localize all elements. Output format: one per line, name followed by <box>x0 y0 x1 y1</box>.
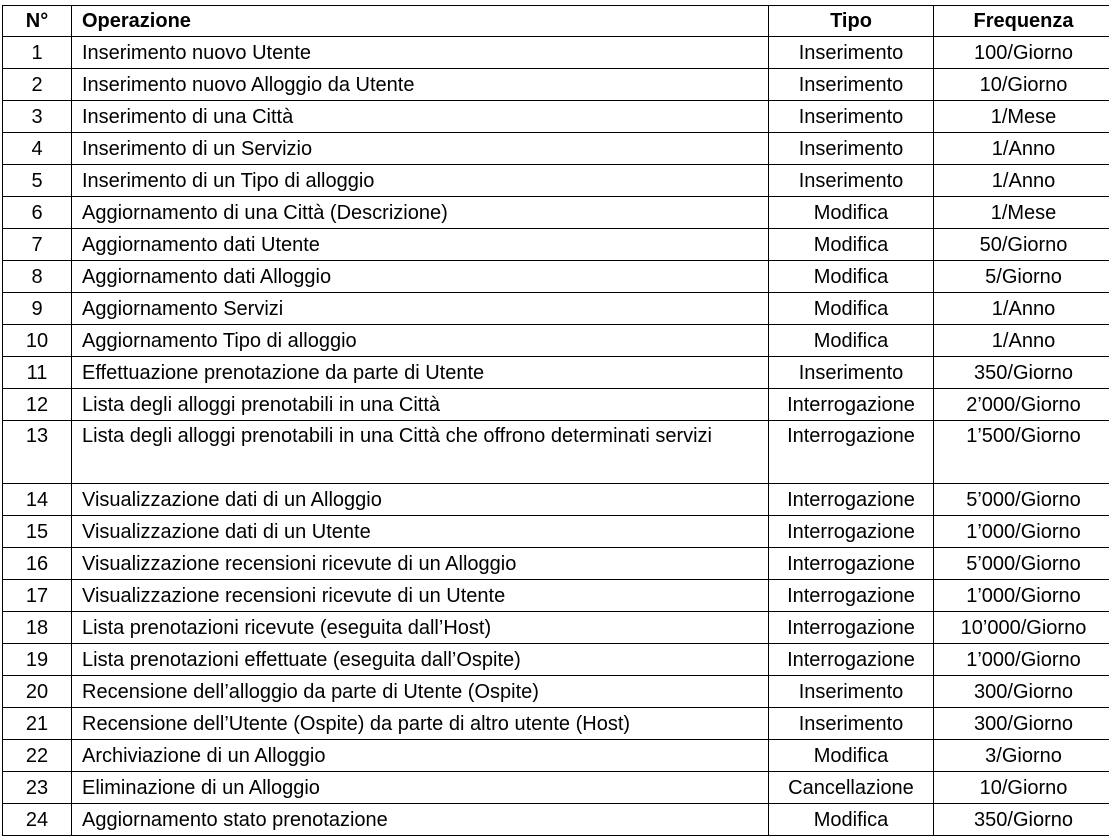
row-num: 5 <box>3 165 72 197</box>
row-num: 7 <box>3 229 72 261</box>
row-operazione: Visualizzazione dati di un Utente <box>72 516 769 548</box>
row-frequenza: 10/Giorno <box>934 69 1109 101</box>
table-row <box>3 708 1109 740</box>
header-frequenza: Frequenza <box>934 6 1109 37</box>
row-tipo: Modifica <box>769 740 934 772</box>
row-operazione: Eliminazione di un Alloggio <box>72 772 769 804</box>
row-frequenza: 1’500/Giorno <box>934 421 1109 484</box>
row-num: 16 <box>3 548 72 580</box>
row-operazione: Lista prenotazioni ricevute (eseguita dall’Host) <box>72 612 769 644</box>
row-frequenza: 350/Giorno <box>934 357 1109 389</box>
row-frequenza: 10/Giorno <box>934 772 1109 804</box>
operations-table <box>2 5 1109 836</box>
row-operazione: Archiviazione di un Alloggio <box>72 740 769 772</box>
row-num: 2 <box>3 69 72 101</box>
table-row <box>3 804 1109 836</box>
table-row <box>3 516 1109 548</box>
row-num: 19 <box>3 644 72 676</box>
row-tipo: Inserimento <box>769 357 934 389</box>
row-num: 21 <box>3 708 72 740</box>
row-frequenza: 10’000/Giorno <box>934 612 1109 644</box>
row-tipo: Interrogazione <box>769 484 934 516</box>
row-frequenza: 1/Mese <box>934 197 1109 229</box>
table-row <box>3 69 1109 101</box>
row-tipo: Cancellazione <box>769 772 934 804</box>
row-tipo: Interrogazione <box>769 548 934 580</box>
row-frequenza: 300/Giorno <box>934 676 1109 708</box>
row-num: 13 <box>3 421 72 484</box>
row-num: 12 <box>3 389 72 421</box>
row-num: 1 <box>3 37 72 69</box>
row-num: 17 <box>3 580 72 612</box>
row-num: 4 <box>3 133 72 165</box>
row-frequenza: 100/Giorno <box>934 37 1109 69</box>
row-operazione: Visualizzazione recensioni ricevute di un Utente <box>72 580 769 612</box>
row-operazione: Aggiornamento di una Città (Descrizione) <box>72 197 769 229</box>
table-row <box>3 484 1109 516</box>
row-frequenza: 300/Giorno <box>934 708 1109 740</box>
table-row <box>3 740 1109 772</box>
row-tipo: Inserimento <box>769 101 934 133</box>
row-frequenza: 1/Anno <box>934 133 1109 165</box>
row-num: 8 <box>3 261 72 293</box>
row-tipo: Interrogazione <box>769 612 934 644</box>
table-row <box>3 772 1109 804</box>
table-row <box>3 133 1109 165</box>
row-frequenza: 3/Giorno <box>934 740 1109 772</box>
row-operazione: Lista prenotazioni effettuate (eseguita dall’Ospite) <box>72 644 769 676</box>
row-frequenza: 5’000/Giorno <box>934 548 1109 580</box>
row-tipo: Modifica <box>769 197 934 229</box>
row-operazione: Lista degli alloggi prenotabili in una Città <box>72 389 769 421</box>
row-operazione: Visualizzazione dati di un Alloggio <box>72 484 769 516</box>
row-operazione: Aggiornamento dati Utente <box>72 229 769 261</box>
row-operazione: Recensione dell’alloggio da parte di Utente (Ospite) <box>72 676 769 708</box>
header-num: N° <box>3 6 72 37</box>
row-tipo: Modifica <box>769 261 934 293</box>
table-row <box>3 357 1109 389</box>
row-num: 6 <box>3 197 72 229</box>
table-row <box>3 325 1109 357</box>
row-frequenza: 1’000/Giorno <box>934 580 1109 612</box>
row-frequenza: 1/Anno <box>934 293 1109 325</box>
row-frequenza: 2’000/Giorno <box>934 389 1109 421</box>
row-num: 24 <box>3 804 72 836</box>
row-tipo: Modifica <box>769 229 934 261</box>
table-row <box>3 421 1109 484</box>
row-num: 18 <box>3 612 72 644</box>
row-operazione: Inserimento nuovo Alloggio da Utente <box>72 69 769 101</box>
row-operazione: Effettuazione prenotazione da parte di Utente <box>72 357 769 389</box>
table-body <box>3 37 1109 836</box>
row-num: 3 <box>3 101 72 133</box>
row-tipo: Interrogazione <box>769 516 934 548</box>
row-frequenza: 50/Giorno <box>934 229 1109 261</box>
row-operazione: Aggiornamento Tipo di alloggio <box>72 325 769 357</box>
row-frequenza: 1/Anno <box>934 325 1109 357</box>
row-tipo: Interrogazione <box>769 421 934 484</box>
row-num: 20 <box>3 676 72 708</box>
row-operazione: Aggiornamento dati Alloggio <box>72 261 769 293</box>
row-tipo: Modifica <box>769 293 934 325</box>
table-row <box>3 229 1109 261</box>
row-operazione: Recensione dell’Utente (Ospite) da parte di altro utente (Host) <box>72 708 769 740</box>
row-tipo: Interrogazione <box>769 389 934 421</box>
table-row <box>3 37 1109 69</box>
table-row <box>3 580 1109 612</box>
row-frequenza: 5/Giorno <box>934 261 1109 293</box>
row-operazione: Inserimento di un Servizio <box>72 133 769 165</box>
row-tipo: Modifica <box>769 804 934 836</box>
row-frequenza: 5’000/Giorno <box>934 484 1109 516</box>
row-operazione: Aggiornamento Servizi <box>72 293 769 325</box>
row-tipo: Inserimento <box>769 676 934 708</box>
table-row <box>3 389 1109 421</box>
row-num: 22 <box>3 740 72 772</box>
row-tipo: Inserimento <box>769 133 934 165</box>
row-num: 10 <box>3 325 72 357</box>
header-tipo: Tipo <box>769 6 934 37</box>
table-row <box>3 676 1109 708</box>
table-row <box>3 644 1109 676</box>
row-tipo: Inserimento <box>769 69 934 101</box>
row-operazione: Inserimento nuovo Utente <box>72 37 769 69</box>
row-frequenza: 1/Anno <box>934 165 1109 197</box>
row-tipo: Inserimento <box>769 37 934 69</box>
row-tipo: Inserimento <box>769 165 934 197</box>
row-tipo: Interrogazione <box>769 580 934 612</box>
table-row <box>3 165 1109 197</box>
table-row <box>3 612 1109 644</box>
row-num: 15 <box>3 516 72 548</box>
row-tipo: Inserimento <box>769 708 934 740</box>
header-operazione: Operazione <box>72 6 769 37</box>
table-row <box>3 293 1109 325</box>
row-num: 9 <box>3 293 72 325</box>
row-tipo: Modifica <box>769 325 934 357</box>
row-num: 14 <box>3 484 72 516</box>
row-frequenza: 1’000/Giorno <box>934 644 1109 676</box>
row-operazione: Aggiornamento stato prenotazione <box>72 804 769 836</box>
row-tipo: Interrogazione <box>769 644 934 676</box>
row-operazione: Inserimento di un Tipo di alloggio <box>72 165 769 197</box>
row-operazione: Inserimento di una Città <box>72 101 769 133</box>
row-num: 23 <box>3 772 72 804</box>
row-num: 11 <box>3 357 72 389</box>
row-frequenza: 350/Giorno <box>934 804 1109 836</box>
table-row <box>3 261 1109 293</box>
table-row <box>3 101 1109 133</box>
table-row <box>3 197 1109 229</box>
table-row <box>3 548 1109 580</box>
row-frequenza: 1’000/Giorno <box>934 516 1109 548</box>
row-operazione: Lista degli alloggi prenotabili in una Città che offrono determinati servizi <box>72 421 769 484</box>
row-operazione: Visualizzazione recensioni ricevute di un Alloggio <box>72 548 769 580</box>
row-frequenza: 1/Mese <box>934 101 1109 133</box>
table-header-row <box>3 6 1109 37</box>
